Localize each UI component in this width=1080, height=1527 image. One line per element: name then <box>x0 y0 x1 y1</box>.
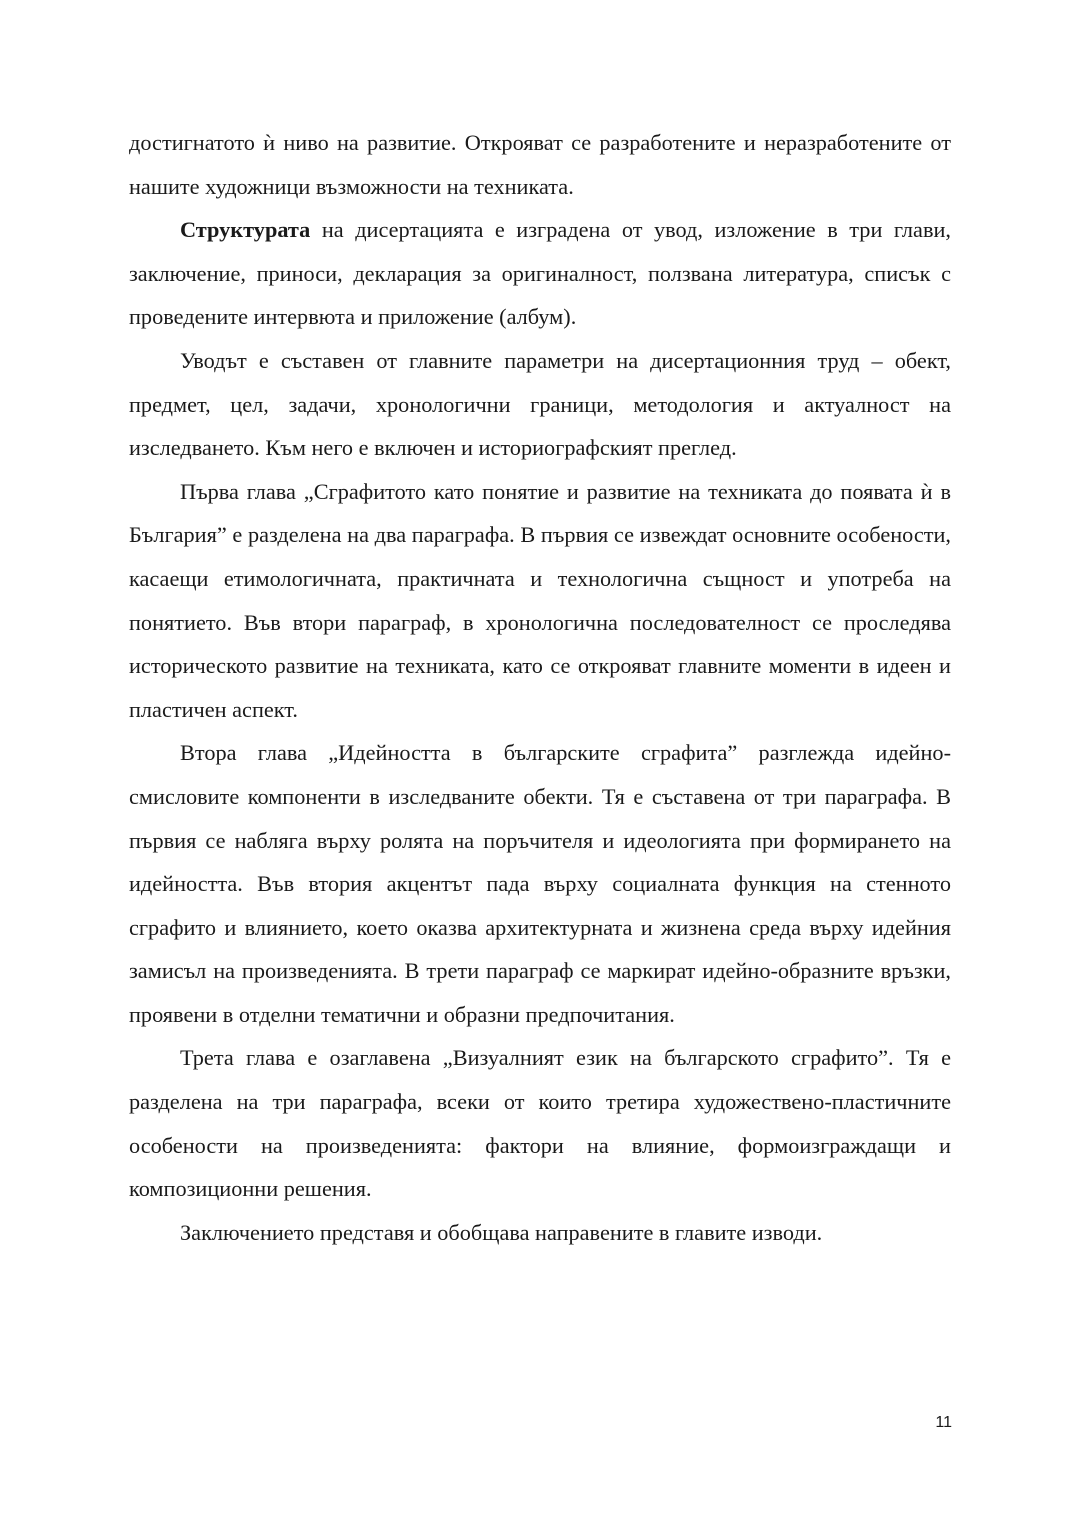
paragraph-conclusion: Заключението представя и обобщава направените в главите изводи. <box>180 1219 823 1245</box>
paragraph-structure <box>129 208 951 339</box>
paragraph-chapter-two: Втора глава „Идейността в българските сграфита” разглежда идейно-смисловите компоненти в изследваните обекти. Тя е съставена от три параграфа. В първия се набляга върху ролята на поръчителя и идеологията при формирането на идейността. Във втория акцентът пада върху социалната функция на стенното сграфито и влиянието, което оказва архитектурната и жизнена среда върху идейния замисъл на произведенията. В трети параграф се маркират идейно-образните връзки, проявени в отделни тематични и образни предпочитания. <box>129 740 951 1027</box>
paragraph-introduction: Уводът е съставен от главните параметри на дисертационния труд – обект, предмет, цел, задачи, хронологични граници, методология и актуалност на изследването. Към него е включен и историографският преглед. <box>129 347 951 461</box>
bold-term-structure: Структурата <box>180 217 311 243</box>
paragraph-chapter-three: Трета глава е озаглавена „Визуалният език на българското сграфито”. Тя е разделена на три параграфа, всеки от които третира художествено-пластичните особености на произведенията: фактори на влияние, формоизграждащи и композиционни решения. <box>129 1045 951 1202</box>
paragraph-chapter-one: Първа глава „Сграфитото като понятие и развитие на техниката до появата ѝ в България” е разделена на два параграфа. В първия се извеждат основните особености, касаещи етимологичната, практичната и технологична същност и употреба на понятието. Във втори параграф, в хронологична последователност се проследява историческото развитие на техниката, като се открояват главните моменти в идеен и пластичен аспект. <box>129 478 951 722</box>
paragraph-continuation: достигнатото ѝ ниво на развитие. Открояват се разработените и неразработените от нашите художници възможности на техниката. <box>129 130 951 199</box>
body-text <box>129 121 951 1254</box>
paragraph-structure-text: на дисертацията е изградена от увод, изложение в три глави, заключение, приноси, декларация за оригиналност, ползвана литература, списък с проведените интервюта и приложение (албум). <box>129 217 951 330</box>
page-number: 11 <box>935 1414 952 1431</box>
